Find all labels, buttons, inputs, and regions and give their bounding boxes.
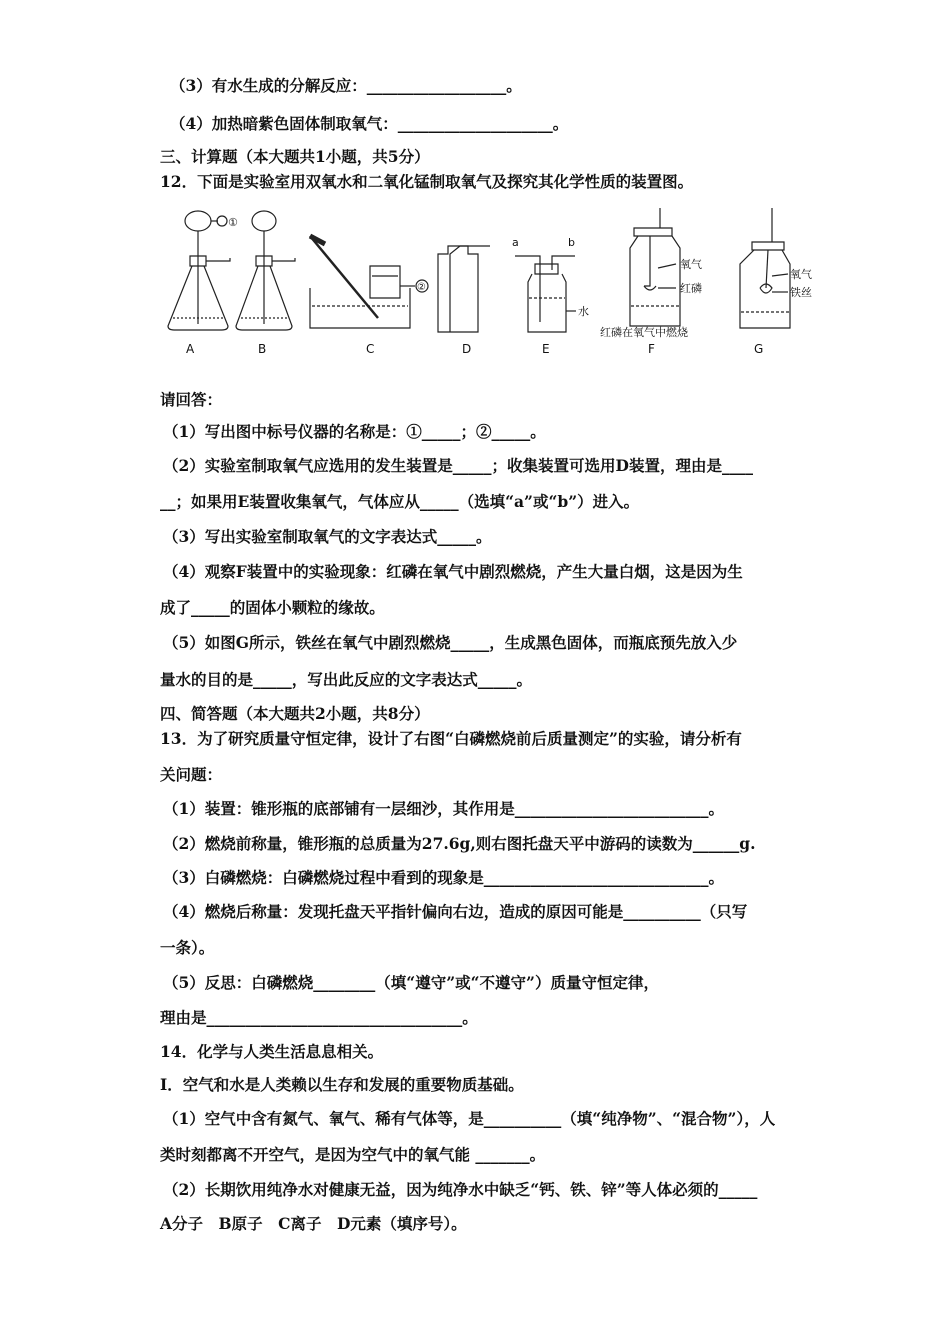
label-a: A [186, 342, 195, 356]
apparatus-a [168, 211, 238, 330]
label-d: D [462, 342, 472, 356]
f-oxygen-label: 氧气 [680, 258, 702, 271]
section-heading-4: 四、简答题（本大题共2小题，共8分） [160, 704, 430, 723]
apparatus-figure [160, 206, 830, 366]
please-answer: 请回答： [160, 390, 223, 409]
q12-part-2-line-1: （2）实验室制取氧气应选用的发生装置是_____；收集装置可选用D装置，理由是____ [163, 456, 753, 475]
apparatus-f [600, 208, 702, 339]
label-c: C [366, 342, 375, 356]
q14-part-2-line-1: （2）长期饮用纯净水对健康无益，因为纯净水中缺乏“钙、铁、锌”等人体必须的_____ [163, 1180, 758, 1199]
q13-part-5-line-1: （5）反思：白磷燃烧________（填“遵守”或“不遵守”）质量守恒定律， [163, 973, 659, 992]
g-iron-wire-label: 铁丝 [790, 286, 812, 299]
q14-part-1-line-1: （1）空气中含有氮气、氧气、稀有气体等，是__________（填“纯净物”、“混合物”），人 [163, 1109, 776, 1128]
section-heading-3: 三、计算题（本大题共1小题，共5分） [160, 147, 430, 166]
q13-part-4-line-2: 一条）。 [160, 938, 215, 957]
q13-part-4-line-1: （4）燃烧后称量：发现托盘天平指针偏向右边，造成的原因可能是__________（只写 [163, 902, 748, 921]
question-12-stem: 12．下面是实验室用双氧水和二氧化锰制取氧气及探究其化学性质的装置图。 [160, 172, 694, 191]
q12-part-1: （1）写出图中标号仪器的名称是：①_____；②_____。 [163, 422, 546, 441]
label-e: E [542, 342, 550, 356]
q14-part-1-line-2: 类时刻都离不开空气，是因为空气中的氧气能 _______。 [160, 1145, 546, 1164]
apparatus-e [512, 236, 589, 332]
label-b: B [258, 342, 267, 356]
port-a: a [512, 236, 519, 249]
port-b: b [568, 236, 575, 249]
question-13-stem-line-1: 13．为了研究质量守恒定律，设计了右图“白磷燃烧前后质量测定”的实验，请分析有 [160, 729, 742, 748]
water-label: 水 [578, 305, 589, 318]
question-14-stem: 14．化学与人类生活息息相关。 [160, 1042, 384, 1061]
apparatus-c [310, 236, 428, 328]
text-line-2: （4）加热暗紫色固体制取氧气：____________________。 [170, 114, 569, 133]
q12-part-4-line-2: 成了_____的固体小颗粒的缘故。 [160, 598, 385, 617]
f-caption: 红磷在氧气中燃烧 [600, 326, 688, 339]
apparatus-g [740, 208, 812, 328]
q13-part-3: （3）白磷燃烧：白磷燃烧过程中看到的现象是_____________________________。 [163, 868, 725, 887]
q13-part-1: （1）装置：锥形瓶的底部铺有一层细沙，其作用是_________________________。 [163, 799, 725, 818]
question-13-stem-line-2: 关问题： [160, 765, 223, 784]
q14-section-i: I．空气和水是人类赖以生存和发展的重要物质基础。 [160, 1075, 524, 1094]
q12-part-5-line-2: 量水的目的是_____，写出此反应的文字表达式_____。 [160, 670, 533, 689]
f-red-phosphorus-label: 红磷 [680, 282, 702, 295]
q12-part-3: （3）写出实验室制取氧气的文字表达式_____。 [163, 527, 492, 546]
q13-part-2: （2）燃烧前称量，锥形瓶的总质量为27.6g,则右图托盘天平中游码的读数为______g. [163, 834, 756, 853]
q12-part-4-line-1: （4）观察F装置中的实验现象：红磷在氧气中剧烈燃烧，产生大量白烟，这是因为生 [163, 562, 743, 581]
text-line-1: （3）有水生成的分解反应：__________________。 [170, 76, 522, 95]
g-oxygen-label: 氧气 [790, 268, 812, 281]
mark-2: ② [417, 282, 426, 293]
label-g: G [754, 342, 764, 356]
q13-part-5-line-2: 理由是_________________________________。 [160, 1008, 478, 1027]
mark-1: ① [228, 216, 238, 229]
apparatus-b [236, 211, 295, 330]
label-f: F [648, 342, 655, 356]
q12-part-2-line-2: __；如果用E装置收集氧气，气体应从_____（选填“a”或“b”）进入。 [160, 492, 640, 511]
q14-part-2-options: A分子 B原子 C离子 D元素（填序号）。 [160, 1214, 467, 1233]
q12-part-5-line-1: （5）如图G所示，铁丝在氧气中剧烈燃烧_____，生成黑色固体，而瓶底预先放入少 [163, 633, 738, 652]
apparatus-d [438, 246, 490, 332]
